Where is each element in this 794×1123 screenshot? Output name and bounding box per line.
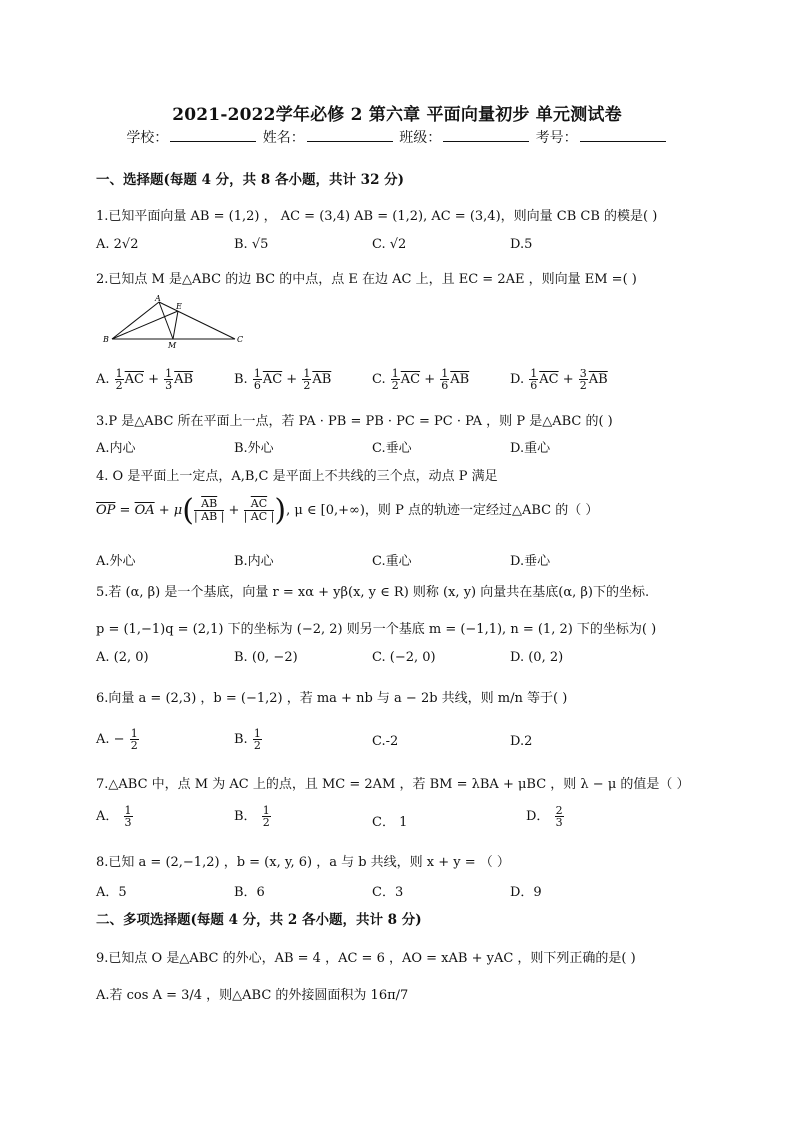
question-6-options [96, 728, 696, 750]
section-heading-2: 二、多项选择题(每题 4 分，共 2 各小题，共计 8 分) [96, 912, 422, 928]
option-b[interactable]: B. $\frac{1}{2}$ [234, 727, 261, 752]
option-a[interactable]: A. − $\frac{1}{2}$ [96, 727, 138, 752]
school-label: 学校： [126, 130, 169, 146]
question-9-stem: 9.已知点 O 是△ABC 的外心，AB = 4 ，AC = 6 ，AO = xAB + yAC ，则下列正确的是( ) [96, 951, 636, 966]
question-4-tail: , μ ∈ [0,+∞)，则 P 点的轨迹一定经过△ABC 的（ ） [286, 503, 599, 518]
option-d[interactable]: D.2 [510, 734, 533, 749]
question-2-options [96, 368, 696, 390]
option-c[interactable]: C.-2 [372, 734, 399, 749]
option-d[interactable]: D．9 [510, 885, 542, 900]
option-b[interactable]: B.外心 [234, 441, 274, 456]
option-a[interactable]: A. $\frac{1}{2}$ $\overline{AC}$ + $\frac{1}{3}$ $\overline{AB}$ [96, 367, 194, 392]
option-c[interactable]: C．3 [372, 885, 404, 900]
question-5-stem-2: p = (1,−1)q = (2,1) 下的坐标为 (−2, 2) 则另一个基底 m = (−1,1), n = (1, 2) 下的坐标为( ) [96, 622, 657, 637]
question-9-option-a[interactable]: A.若 cos A = 3/4 ，则△ABC 的外接圆面积为 16π/7 [96, 988, 409, 1003]
option-b[interactable]: B． $\frac{1}{2}$ [234, 804, 270, 829]
option-b[interactable]: B. $\frac{1}{6}$ $\overline{AC}$ + $\frac{1}{2}$ $\overline{AB}$ [234, 367, 332, 392]
figure-label-b: B [103, 335, 109, 344]
option-c[interactable]: C.垂心 [372, 441, 412, 456]
option-c[interactable]: C. (−2, 0) [372, 650, 436, 665]
option-a[interactable]: A． $\frac{1}{3}$ [96, 804, 132, 829]
question-7-stem: 7.△ABC 中，点 M 为 AC 上的点，且 MC = 2AM ，若 BM = λBA + μBC ，则 λ − μ 的值是（ ） [96, 777, 690, 792]
figure-label-m: M [168, 341, 177, 350]
question-3-stem: 3.P 是△ABC 所在平面上一点，若 PA · PB = PB · PC = PC · PA ，则 P 是△ABC 的( ) [96, 414, 613, 429]
question-1-options [96, 237, 696, 259]
figure-label-e: E [176, 302, 182, 311]
option-b[interactable]: B.内心 [234, 554, 274, 569]
option-a[interactable]: A.外心 [96, 554, 136, 569]
triangle-figure [100, 292, 250, 350]
option-c[interactable]: C. √2 [372, 237, 407, 252]
name-label: 姓名： [262, 130, 305, 146]
class-blank[interactable] [443, 129, 529, 142]
option-b[interactable]: B. √5 [234, 237, 269, 252]
option-d[interactable]: D. (0, 2) [510, 650, 564, 665]
question-5-stem: 5.若 (α, β) 是一个基底，向量 r = xα + yβ(x, y ∈ R) 则称 (x, y) 向量共在基底(α, β)下的坐标. [96, 585, 650, 600]
option-d[interactable]: D.5 [510, 237, 533, 252]
option-a[interactable]: A. 2√2 [96, 237, 139, 252]
exam-no-label: 考号： [535, 130, 578, 146]
exam-no-blank[interactable] [580, 129, 666, 142]
question-4-stem: 4. O 是平面上一定点，A,B,C 是平面上不共线的三个点，动点 P 满足 [96, 469, 498, 484]
option-a[interactable]: A. (2, 0) [96, 650, 149, 665]
option-d[interactable]: D. $\frac{1}{6}$ $\overline{AC}$ + $\frac{3}{2}$ $\overline{AB}$ [510, 367, 608, 392]
question-4-options [96, 550, 696, 572]
question-8-options [96, 881, 696, 903]
student-info-line [0, 127, 794, 147]
question-7-options [96, 804, 696, 830]
school-blank[interactable] [170, 129, 256, 142]
question-3-options [96, 437, 696, 459]
question-2-stem: 2.已知点 M 是△ABC 的边 BC 的中点，点 E 在边 AC 上，且 EC = 2AE ，则向量 EM =( ) [96, 272, 637, 287]
section-heading-1: 一、选择题(每题 4 分，共 8 各小题，共计 32 分) [96, 172, 405, 188]
question-6-stem: 6.向量 a = (2,3) ，b = (−1,2) ，若 ma + nb 与 a − 2b 共线，则 m/n 等于( ) [96, 691, 568, 706]
question-5-options [96, 650, 696, 672]
option-d[interactable]: D.垂心 [510, 554, 551, 569]
option-d[interactable]: D． $\frac{2}{3}$ [526, 804, 563, 829]
option-c[interactable]: C. $\frac{1}{2}$ $\overline{AC}$ + $\frac{1}{6}$ $\overline{AB}$ [372, 367, 470, 392]
option-c[interactable]: C.重心 [372, 554, 412, 569]
question-8-stem: 8.已知 a = (2,−1,2) ，b = (x, y, 6) ，a 与 b 共线，则 x + y = （ ） [96, 855, 510, 870]
figure-label-a: A [155, 294, 161, 303]
question-4-formula: $\overline{OP} = \overline{OA} + \mu$( $\frac{\overline{AB}}{| AB |}$ + $\frac{\overline{AC}}{| AC |}$), μ ∈ [0,+∞)，则 P 点的轨迹一定经过△ABC 的（ ） [96, 493, 599, 528]
name-blank[interactable] [307, 129, 393, 142]
class-label: 班级： [399, 130, 442, 146]
option-b[interactable]: B．6 [234, 885, 265, 900]
question-1-stem: 1.已知平面向量 AB = (1,2) ， AC = (3,4) AB = (1,2), AC = (3,4)，则向量 CB CB 的模是( ) [96, 209, 658, 224]
option-a[interactable]: A．5 [96, 885, 127, 900]
option-b[interactable]: B. (0, −2) [234, 650, 298, 665]
page-title: 2021-2022学年必修 2 第六章 平面向量初步 单元测试卷 [172, 105, 622, 125]
option-a[interactable]: A.内心 [96, 441, 136, 456]
figure-label-c: C [237, 335, 244, 344]
option-d[interactable]: D.重心 [510, 441, 551, 456]
option-c[interactable]: C． 1 [372, 815, 408, 830]
